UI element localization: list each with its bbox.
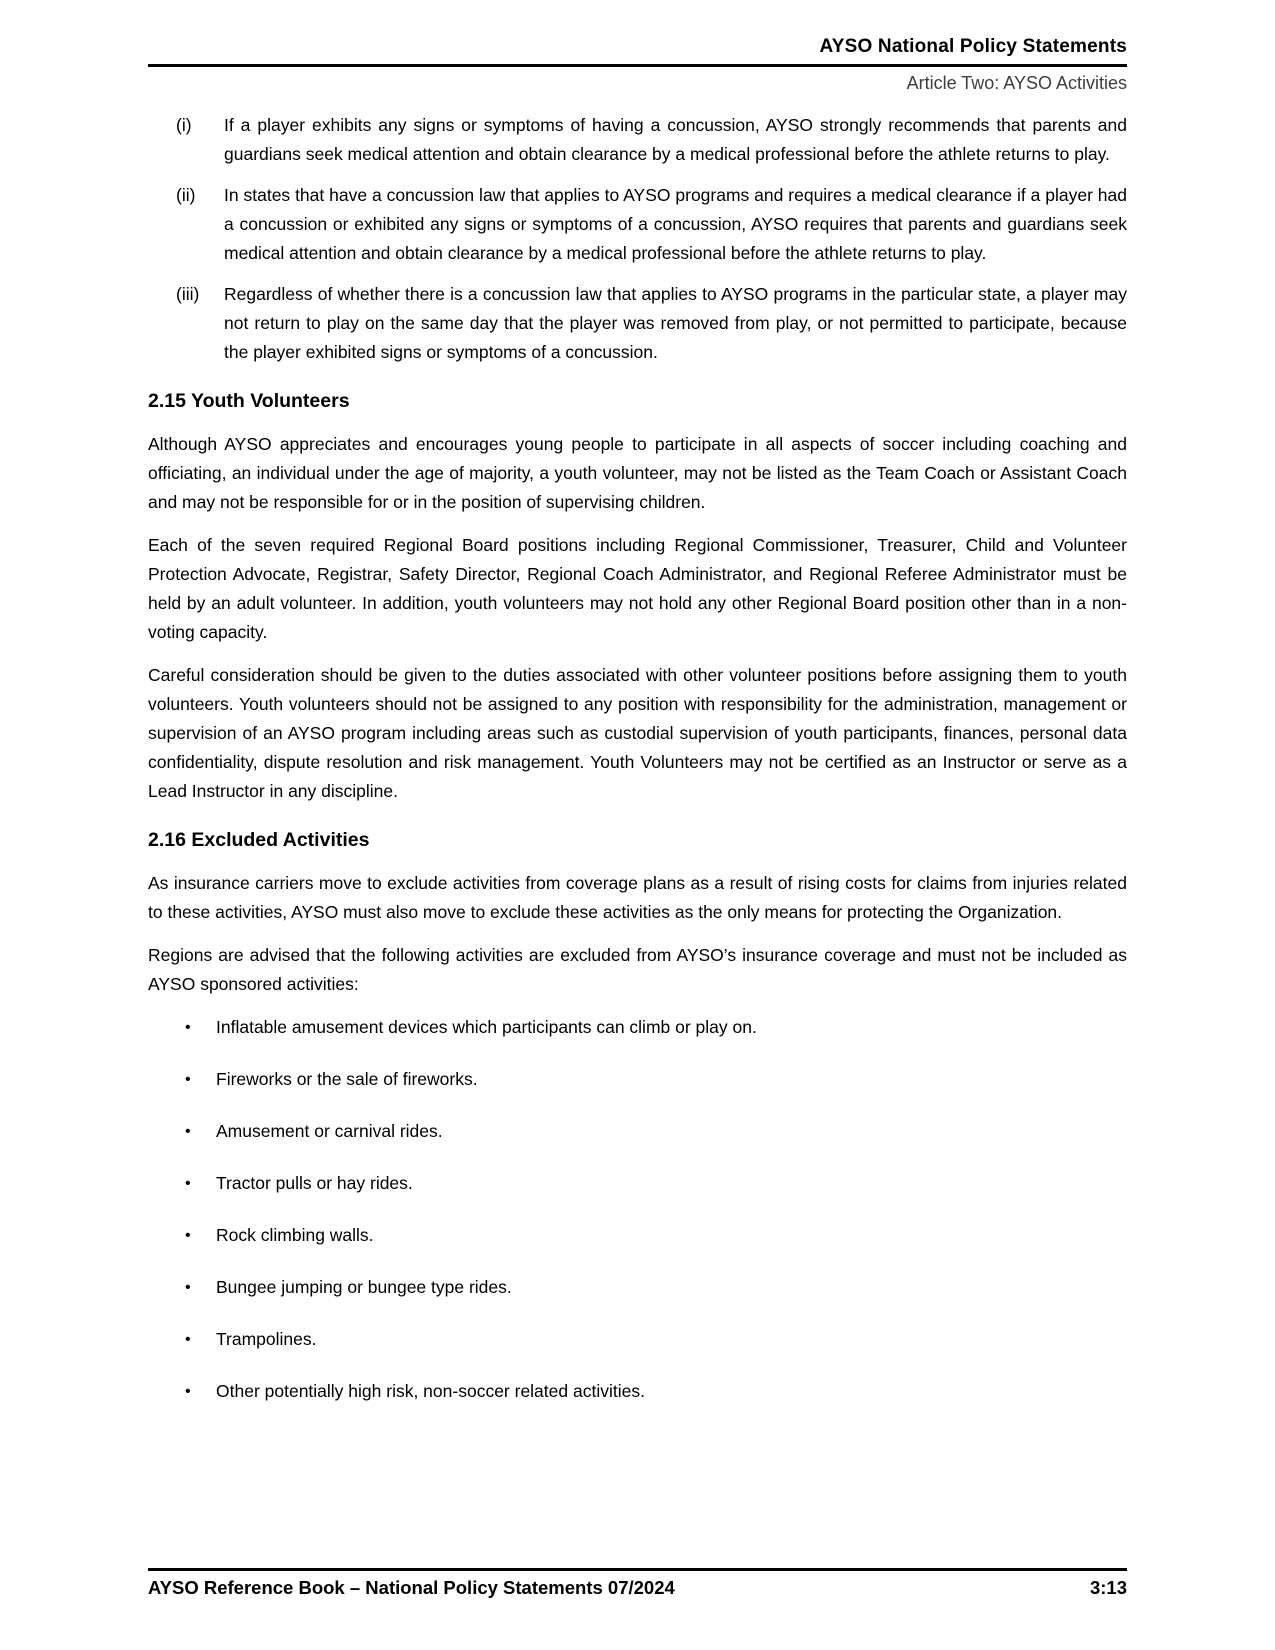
bullet-text: Rock climbing walls. [216,1225,374,1245]
bullet-item [148,1117,1127,1146]
bullet-item [148,1325,1127,1354]
concussion-policy-list [148,111,1127,367]
bullet-icon: • [185,1227,191,1244]
bullet-icon: • [185,1019,191,1036]
bullet-item [148,1273,1127,1302]
bullet-icon: • [185,1383,191,1400]
section-heading-youth-volunteers: 2.15 Youth Volunteers [148,390,350,412]
page-header [148,36,1127,94]
bullet-text: Amusement or carnival rides. [216,1121,443,1141]
bullet-icon: • [185,1175,191,1192]
header-subtitle: Article Two: AYSO Activities [906,73,1127,93]
list-item-marker: (ii) [176,185,196,205]
list-item-text: If a player exhibits any signs or symptoms of having a concussion, AYSO strongly recommends that parents and guardians seek medical attention and obtain clearance by a medical professional before the athlete returns to play. [224,115,1127,164]
bullet-text: Other potentially high risk, non-soccer related activities. [216,1381,645,1401]
page-footer [148,1568,1127,1599]
list-item-text: In states that have a concussion law that applies to AYSO programs and requires a medical clearance if a player had a concussion or exhibited any signs or symptoms of a concussion, AYSO requires that parents and guardians seek medical attention and obtain clearance by a medical professional before the athlete returns to play. [224,185,1127,263]
footer-document-label: AYSO Reference Book – National Policy Statements 07/2024 [148,1577,675,1598]
list-item-marker: (iii) [176,284,200,304]
bullet-icon: • [185,1071,191,1088]
bullet-text: Inflatable amusement devices which participants can climb or play on. [216,1017,757,1037]
bullet-text: Bungee jumping or bungee type rides. [216,1277,512,1297]
bullet-icon: • [185,1123,191,1140]
excluded-activities-list [148,1013,1127,1406]
bullet-item [148,1221,1127,1250]
bullet-item [148,1013,1127,1042]
list-item-text: Regardless of whether there is a concussion law that applies to AYSO programs in the particular state, a player may not return to play on the same day that the player was removed from play, or not permitted to participate, because the player exhibited signs or symptoms of a concussion. [224,284,1127,362]
header-title: AYSO National Policy Statements [148,36,1127,67]
footer-page-number: 3:13 [1089,1577,1127,1598]
list-item-ii [148,181,1127,268]
section-heading-excluded-activities: 2.16 Excluded Activities [148,829,370,851]
paragraph: Careful consideration should be given to the duties associated with other volunteer positions before assigning them to youth volunteers. Youth volunteers should not be assigned to any position with responsibility for the administration, management or supervision of an AYSO program including areas such as custodial supervision of youth participants, finances, personal data confidentiality, dispute resolution and risk management. Youth Volunteers may not be certified as an Instructor or serve as a Lead Instructor in any discipline. [148,665,1127,801]
paragraph: As insurance carriers move to exclude activities from coverage plans as a result of rising costs for claims from injuries related to these activities, AYSO must also move to exclude these activities as the only means for protecting the Organization. [148,873,1127,922]
bullet-text: Trampolines. [216,1329,317,1349]
list-item-iii [148,280,1127,367]
paragraph: Regions are advised that the following activities are excluded from AYSO’s insurance coverage and must not be included as AYSO sponsored activities: [148,945,1127,994]
bullet-item [148,1169,1127,1198]
bullet-icon: • [185,1279,191,1296]
bullet-text: Tractor pulls or hay rides. [216,1173,413,1193]
paragraph: Each of the seven required Regional Board positions including Regional Commissioner, Treasurer, Child and Volunteer Protection Advocate, Registrar, Safety Director, Regional Coach Administrator, and Regional Referee Administrator must be held by an adult volunteer. In addition, youth volunteers may not hold any other Regional Board position other than in a non-voting capacity. [148,535,1127,642]
paragraph: Although AYSO appreciates and encourages young people to participate in all aspects of soccer including coaching and officiating, an individual under the age of majority, a youth volunteer, may not be listed as the Team Coach or Assistant Coach and may not be responsible for or in the position of supervising children. [148,434,1127,512]
list-item-marker: (i) [176,115,192,135]
list-item-i [148,111,1127,169]
page-body [148,111,1127,1406]
bullet-item [148,1377,1127,1406]
bullet-item [148,1065,1127,1094]
bullet-text: Fireworks or the sale of fireworks. [216,1069,478,1089]
bullet-icon: • [185,1331,191,1348]
